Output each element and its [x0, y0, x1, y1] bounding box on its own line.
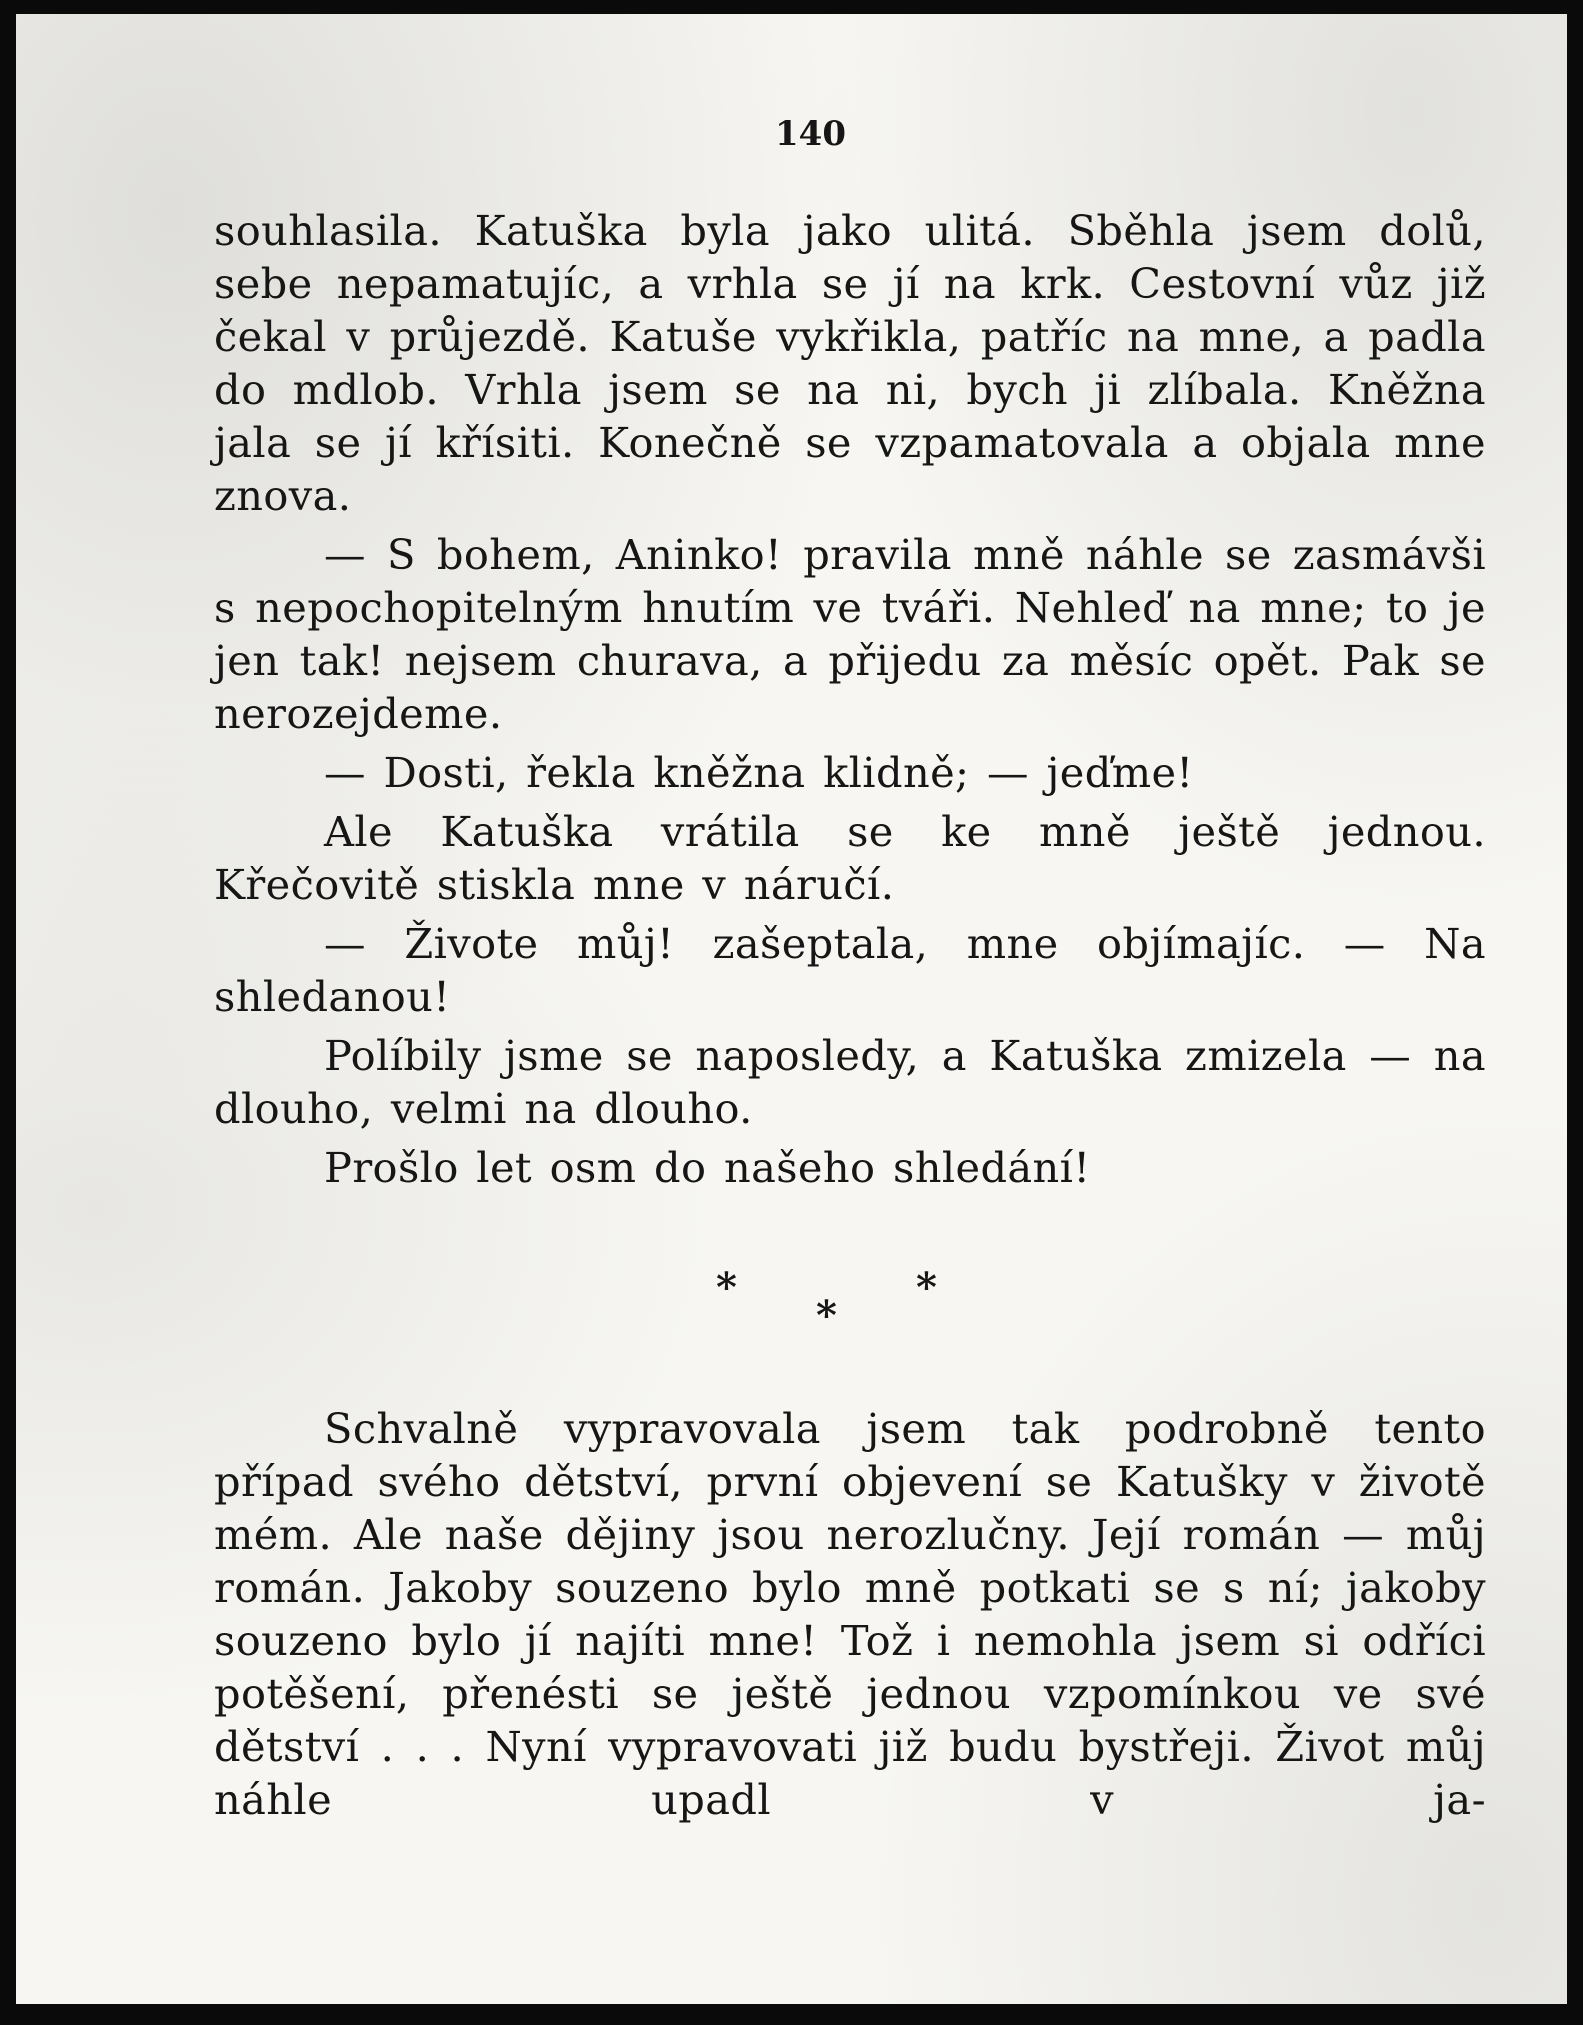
- section-separator: [716, 1264, 976, 1339]
- separator-star: *: [816, 1292, 837, 1339]
- paragraph: Prošlo let osm do našeho shledání!: [324, 1143, 1091, 1192]
- page-number: 140: [775, 114, 846, 154]
- paragraph: Ale Katuška vrátila se ke mně ještě jednou. Křečovitě stiskla mne v náručí.: [214, 807, 1486, 909]
- paragraph: — S bohem, Aninko! pravila mně náhle se zasmávši s nepochopitelným hnutím ve tváři. Nehleď na mne; to je jen tak! nejsem churava, a přijedu za měsíc opět. Pak se nerozejdeme.: [214, 530, 1486, 738]
- separator-star: *: [916, 1264, 937, 1311]
- paragraph: souhlasila. Katuška byla jako ulitá. Sběhla jsem dolů, sebe nepamatujíc, a vrhla se jí na krk. Cestovní vůz již čekal v průjezdě. Katuše vykřikla, patříc na mne, a padla do mdlob. Vrhla jsem se na ni, bych ji zlíbala. Kněžna jala se jí křísiti. Konečně se vzpamatovala a objala mne znova.: [214, 206, 1486, 520]
- separator-star: *: [716, 1264, 737, 1311]
- main-text: [214, 204, 1486, 1200]
- paragraph: Políbily jsme se naposledy, a Katuška zmizela — na dlouho, velmi na dlouho.: [214, 1031, 1486, 1133]
- book-page: [16, 14, 1567, 2004]
- paragraph: — Živote můj! zašeptala, mne objímajíc. — Na shledanou!: [214, 919, 1486, 1021]
- paragraph: Schvalně vypravovala jsem tak podrobně tento případ svého dětství, první objevení se Katušky v životě mém. Ale naše dějiny jsou nerozlučny. Její román — můj román. Jakoby souzeno bylo mně potkati se s ní; jakoby souzeno bylo jí najíti mne! Tož i nemohla jsem si odříci potěšení, přenésti se ještě jednou vzpomínkou ve své dětství . . . Nyní vypravovati již budu bystřeji. Život můj náhle upadl v ja-: [214, 1404, 1486, 1824]
- continuation-text: [214, 1402, 1486, 1826]
- paragraph: — Dosti, řekla kněžna klidně; — jeďme!: [324, 748, 1194, 797]
